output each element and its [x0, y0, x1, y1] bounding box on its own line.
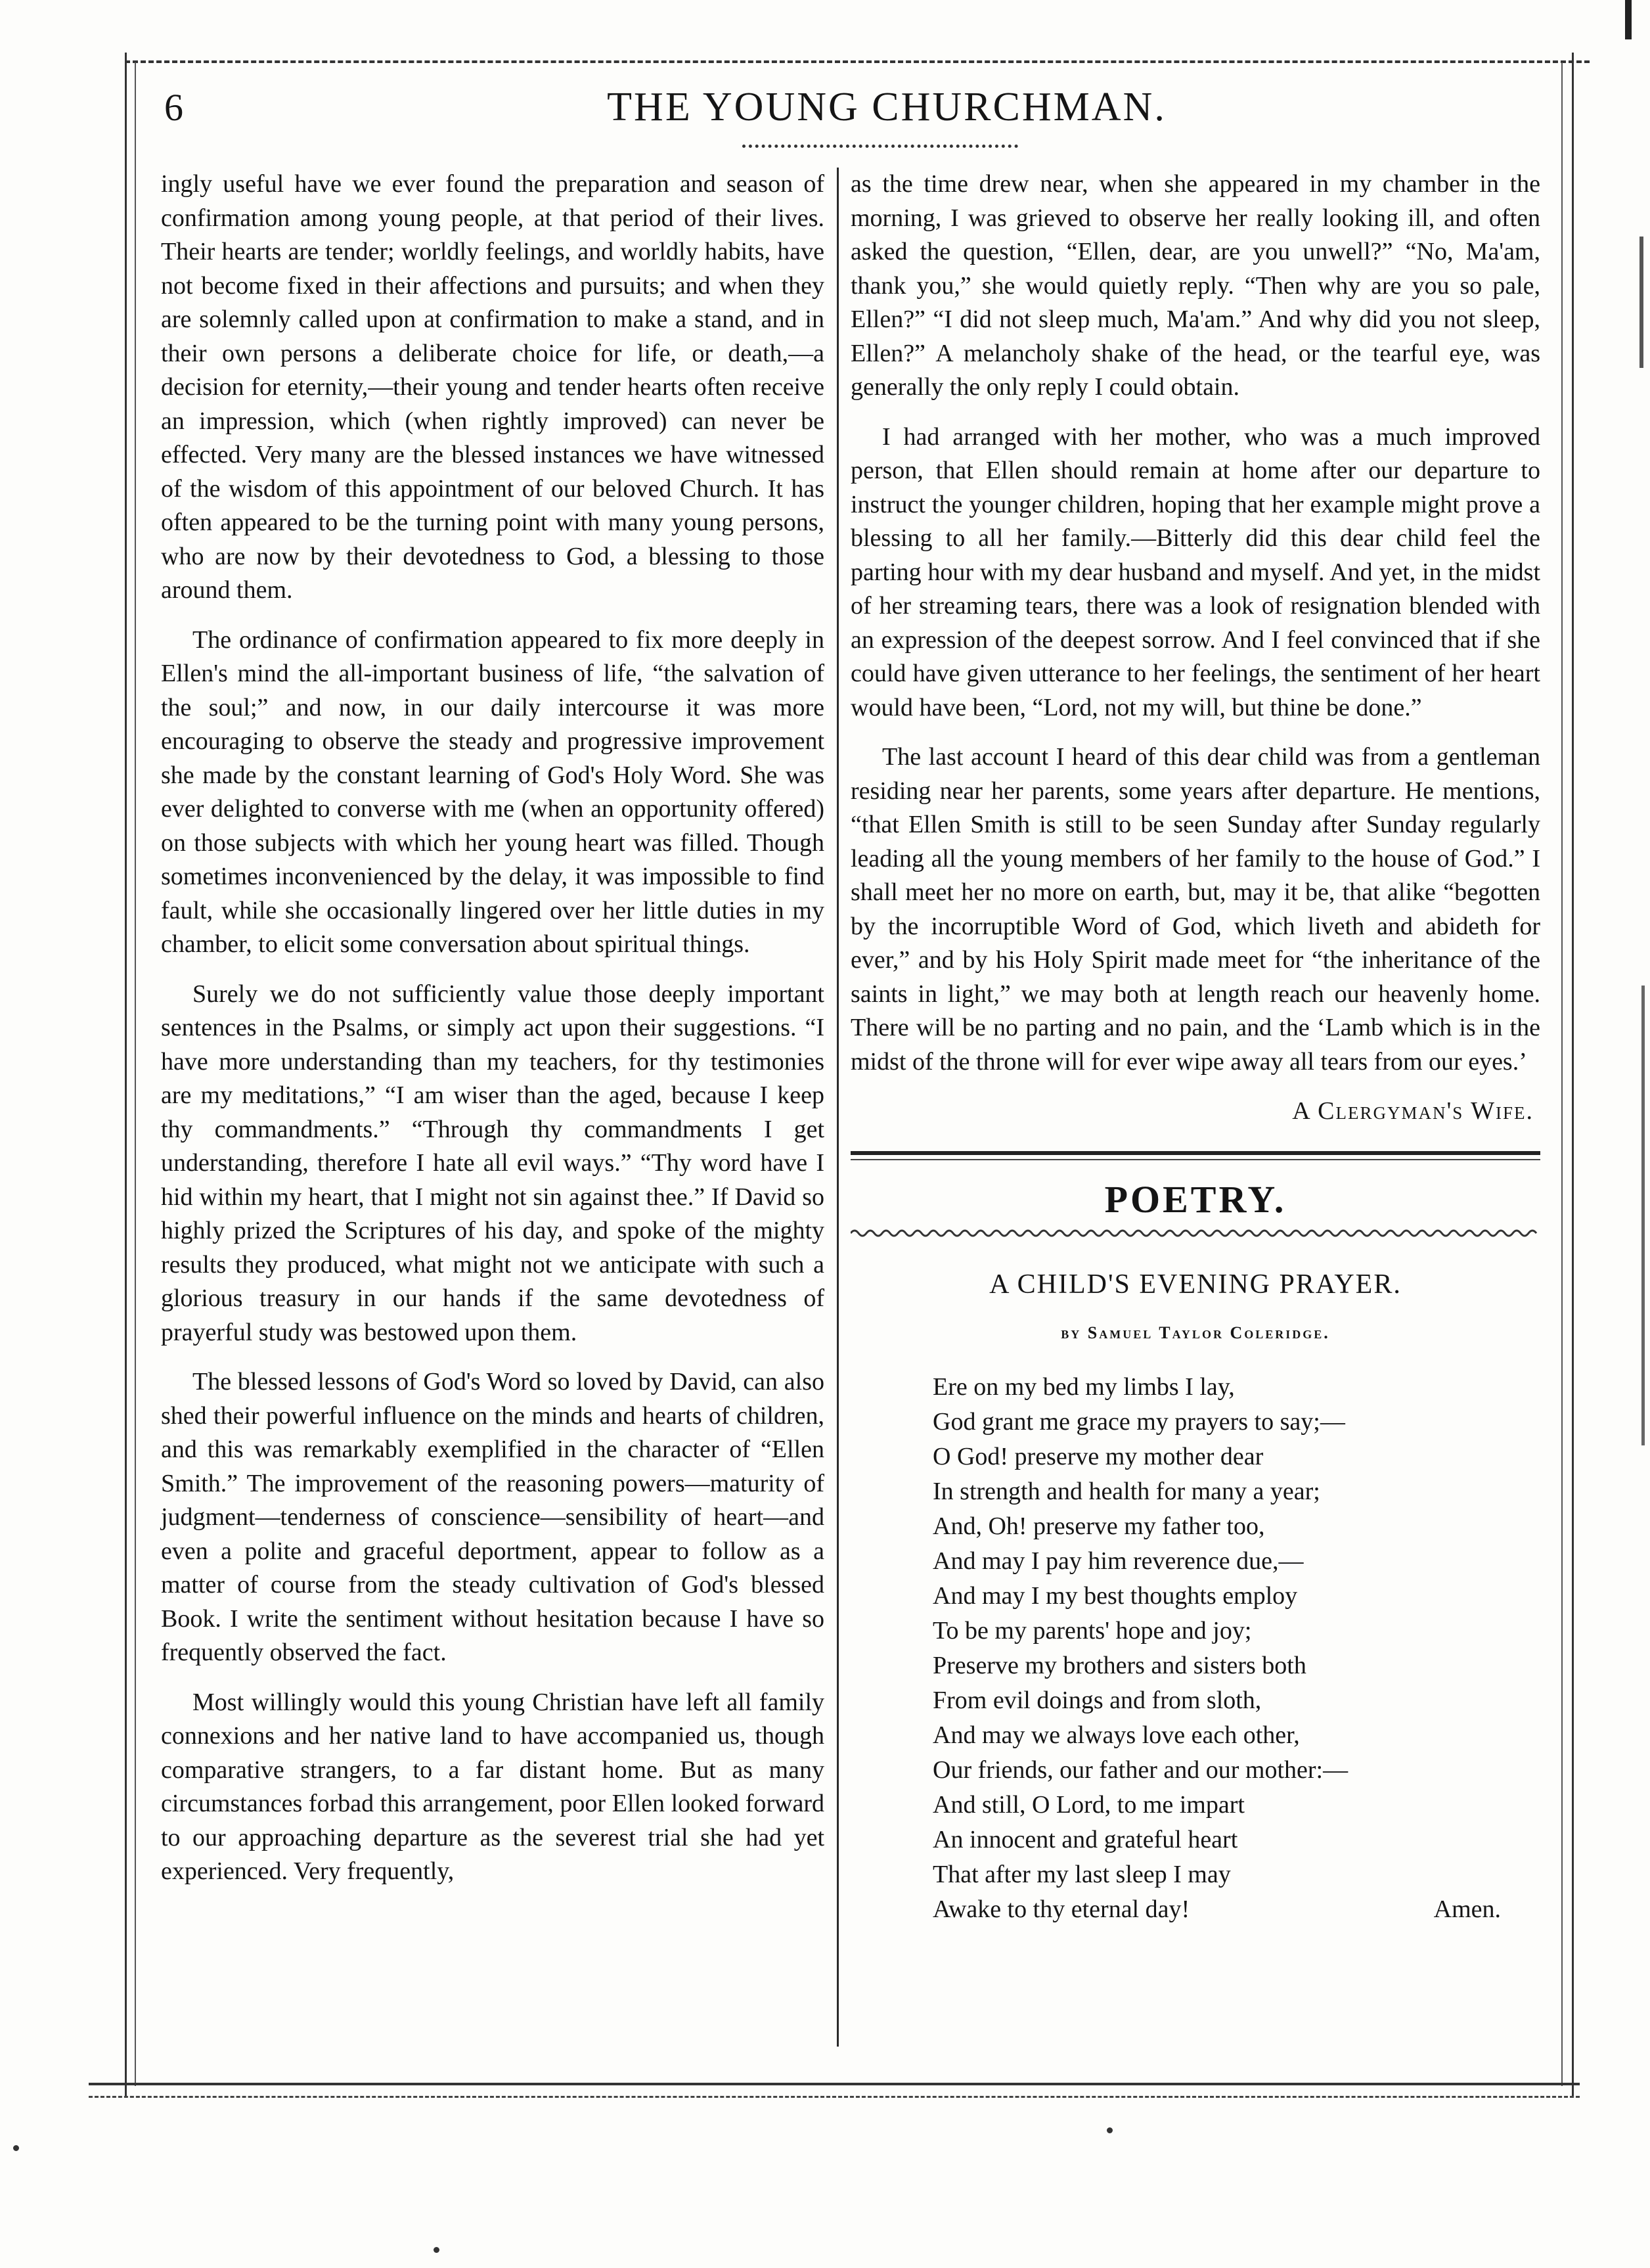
- poem-line: And, Oh! preserve my father too,: [933, 1512, 1265, 1540]
- masthead-title: THE YOUNG CHURCHMAN.: [607, 85, 1167, 129]
- bottom-border-rule: [89, 2083, 1580, 2085]
- poem-line: And may we always love each other,: [933, 1721, 1300, 1749]
- paragraph: The last account I heard of this dear child was from a gentleman residing near her parents, some years after departure. He mentions, “that Ellen Smith is still to be seen Sunday after Sunday regularly leading all the young members of her family to the house of God.” I shall meet her no more on earth, but, may it be, that alike “begotten by the incorruptible Word of God, which liveth and abideth for ever,” and by his Holy Spirit made meet for “the inheritance of the saints in light,” we may both at length reach our heavenly home. There will be no parting and no pain, and the ‘Lamb which is in the midst of the throne will for ever wipe away all tears from our eyes.’: [851, 743, 1540, 1076]
- poem-line: Ere on my bed my limbs I lay,: [933, 1372, 1235, 1401]
- paragraph: The ordinance of confirmation appeared to fix more deeply in Ellen's mind the all-important business of life, “the salvation of the soul;” and now, in our daily intercourse it was more encouraging to observe the steady and progressive improvement she made by the constant learning of God's Holy Word. She was ever delighted to converse with me (when an opportunity offered) on those subjects with which her young heart was filled. Though sometimes inconvenienced by the delay, it was impossible to find fault, while she occasionally lingered over her little duties in my chamber, to elicit some conversation about spiritual things.: [161, 625, 824, 958]
- poem-last-line: [933, 1892, 1540, 1927]
- poem-body: [933, 1370, 1540, 1927]
- paragraph: Most willingly would this young Christian have left all family connexions and her native land to have accompanied us, though comparative strangers, to a far distant home. But as many circumstances forbad this arrangement, poor Ellen looked forward to our approaching departure as the severest trial she had yet experienced. Very frequently,: [161, 1688, 824, 1885]
- section-separator: [851, 1151, 1540, 1155]
- poem-line: In strength and health for many a year;: [933, 1477, 1320, 1505]
- scan-edge-mark: [1641, 986, 1645, 1445]
- scan-speck: [13, 2145, 19, 2151]
- masthead-ornament: [742, 145, 1018, 148]
- paragraph: ingly useful have we ever found the preparation and season of confirmation among young people, at that period of their lives. Their hearts are tender; worldly feelings, and worldly habits, have not become fixed in their affections and pursuits; and when they are solemnly called upon at confirmation to make a stand, and in their own persons a deliberate choice for life, or death,—a decision for eternity,—their young and tender hearts often receive an impression, which (when rightly improved) can never be effected. Very many are the blessed instances we have witnessed of the wisdom of this appointment of our beloved Church. It has often appeared to be the turning point with many young persons, who are now by their devotedness to God, a blessing to those around them.: [161, 170, 824, 604]
- scan-speck: [434, 2247, 439, 2253]
- poetry-heading: POETRY.: [1104, 1177, 1287, 1221]
- scan-edge-mark: [1625, 0, 1632, 39]
- poem-line: And may I pay him reverence due,—: [933, 1547, 1304, 1575]
- left-column: [161, 168, 824, 1905]
- paragraph: as the time drew near, when she appeared in my chamber in the morning, I was grieved to observe her really looking ill, and often asked the question, “Ellen, dear, are you unwell?” “No, Ma'am, thank you,” she would quietly reply. “Then why are you so pale, Ellen?” “I did not sleep much, Ma'am.” And why did you not sleep, Ellen?” A melancholy shake of the head, or the tearful eye, was generally the only reply I could obtain.: [851, 170, 1540, 401]
- poem-line: Awake to thy eternal day!: [933, 1895, 1190, 1923]
- poem-line: That after my last sleep I may: [933, 1860, 1231, 1888]
- poem-line: An innocent and grateful heart: [933, 1825, 1238, 1853]
- poem-line: To be my parents' hope and joy;: [933, 1616, 1252, 1644]
- poem-line: And may I my best thoughts employ: [933, 1581, 1298, 1610]
- poem-line: Our friends, our father and our mother:—: [933, 1756, 1349, 1784]
- scan-speck: [1107, 2127, 1113, 2133]
- poem-line: O God! preserve my mother dear: [933, 1442, 1264, 1470]
- article-signature: A Clergyman's Wife.: [1292, 1097, 1534, 1125]
- wavy-rule: [851, 1227, 1540, 1240]
- poem-line: God grant me grace my prayers to say;—: [933, 1407, 1345, 1436]
- poem-byline: by Samuel Taylor Coleridge.: [1061, 1323, 1330, 1342]
- section-separator-thin: [851, 1159, 1540, 1160]
- page-number: 6: [164, 86, 183, 129]
- poem-title: A CHILD'S EVENING PRAYER.: [989, 1269, 1402, 1300]
- right-column: [851, 168, 1540, 1927]
- poem-line: And still, O Lord, to me impart: [933, 1790, 1245, 1819]
- paragraph: Surely we do not sufficiently value those deeply important sentences in the Psalms, or simply act upon their suggestions. “I have more understanding than my teachers, for thy testimonies are my meditations,” “I am wiser than the aged, because I keep thy commandments.” “Through thy commandments I get understanding, therefore I hate all evil ways.” “Thy word have I hid within my heart, that I might not sin against thee.” If David so highly prized the Scriptures of his day, and spoke of the mighty results they produced, what might not we anticipate with such a glorious treasury in our hands if the same devotedness of prayerful study was bestowed upon them.: [161, 980, 824, 1346]
- poem-line: Preserve my brothers and sisters both: [933, 1651, 1306, 1679]
- paragraph: I had arranged with her mother, who was a much improved person, that Ellen should remain at home after our departure to instruct the younger children, hoping that her example might prove a blessing to all her family.—Bitterly did this dear child feel the parting hour with my dear husband and myself. And yet, in the midst of her streaming tears, there was a look of resignation blended with an expression of the deepest sorrow. And I feel convinced that if she could have given utterance to her feelings, the sentiment of her heart would have been, “Lord, not my will, but thine be done.”: [851, 422, 1540, 721]
- poem-amen: Amen.: [1433, 1895, 1501, 1923]
- scan-edge-mark: [1639, 237, 1643, 368]
- bottom-border-rule-dashed: [89, 2096, 1580, 2098]
- column-divider: [837, 168, 839, 2047]
- paragraph: The blessed lessons of God's Word so loved by David, can also shed their powerful influence on the minds and hearts of children, and this was remarkably exemplified in the character of “Ellen Smith.” The improvement of the reasoning powers—maturity of judgment—tenderness of conscience—sensibility of heart—and even a polite and graceful deportment, appear to follow as a matter of course from the steady cultivation of God's blessed Book. I write the sentiment without hesitation because I have so frequently observed the fact.: [161, 1368, 824, 1666]
- poem-line: From evil doings and from sloth,: [933, 1686, 1262, 1714]
